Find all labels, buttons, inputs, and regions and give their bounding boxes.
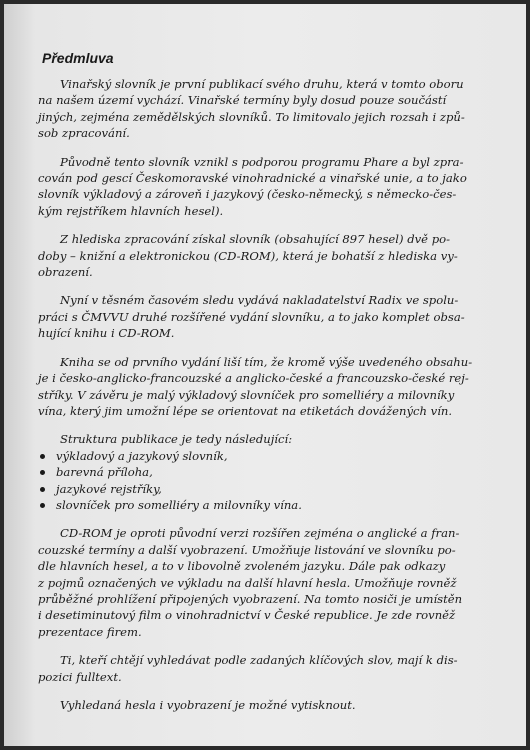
text-line: Ti, kteří chtějí vyhledávat podle zadaných klíčových slov, mají k dis- bbox=[60, 653, 458, 668]
list-intro bbox=[38, 431, 496, 447]
text-line: stříky. V závěru je malý výkladový slovníček pro somelliéry a milovníky bbox=[38, 387, 455, 402]
text-line: prezentace firem. bbox=[38, 624, 142, 639]
book-page bbox=[4, 4, 526, 746]
text-line: slovník výkladový a zároveň i jazykový (česko-německý, s německo-čes- bbox=[38, 187, 457, 202]
text-line: obrazení. bbox=[38, 265, 93, 280]
paragraph-7 bbox=[38, 652, 496, 685]
page-title: Předmluva bbox=[42, 50, 114, 66]
text-line: doby – knižní a elektronickou (CD-ROM), která je bohatší z hlediska vy- bbox=[38, 248, 458, 263]
text-line: CD-ROM je oproti původní verzi rozšířen zejména o anglické a fran- bbox=[60, 526, 460, 541]
text-line: Nyní v těsném časovém sledu vydává nakladatelství Radix ve spolu- bbox=[60, 293, 459, 308]
paragraph-6 bbox=[38, 525, 496, 640]
text-line: z pojmů označených ve výkladu na další hlavní hesla. Umožňuje rovněž bbox=[38, 575, 457, 590]
text-line: je i česko-anglicko-francouzské a anglicko-české a francouzsko-české rej- bbox=[38, 371, 469, 386]
text-line: hující knihu i CD-ROM. bbox=[38, 326, 175, 341]
text-line: na našem území vychází. Vinařské termíny byly dosud pouze součástí bbox=[38, 93, 447, 108]
list-item: výkladový a jazykový slovník, bbox=[38, 448, 496, 464]
list-item: barevná příloha, bbox=[38, 464, 496, 480]
paragraph-1 bbox=[38, 76, 496, 142]
text-line: práci s ČMVVU druhé rozšířené vydání slovníku, a to jako komplet obsa- bbox=[38, 309, 465, 324]
text-line: Z hlediska zpracování získal slovník (obsahující 897 hesel) dvě po- bbox=[60, 232, 451, 247]
text-line: couzské termíny a další vyobrazení. Umožňuje listování ve slovníku po- bbox=[38, 542, 456, 557]
paragraph-5 bbox=[38, 354, 496, 420]
text-line: vína, který jim umožní lépe se orientovat na etiketách dovážených vín. bbox=[38, 403, 453, 418]
list-item: slovníček pro somelliéry a milovníky vína. bbox=[38, 497, 496, 513]
text-line: jiných, zejména zemědělských slovníků. To limitovalo jejich rozsah i způ- bbox=[38, 109, 465, 124]
list-item: jazykové rejstříky, bbox=[38, 481, 496, 497]
text-line: cován pod gescí Českomoravské vinohradnické a vinařské unie, a to jako bbox=[38, 171, 467, 186]
paragraph-3 bbox=[38, 231, 496, 280]
paragraph-2 bbox=[38, 154, 496, 220]
text-line: dle hlavních hesel, a to v libovolně zvoleném jazyku. Dále pak odkazy bbox=[38, 559, 446, 574]
paragraph-4 bbox=[38, 292, 496, 341]
text-line: Vyhledaná hesla i vyobrazení je možné vytisknout. bbox=[60, 698, 356, 712]
text-line: Kniha se od prvního vydání liší tím, že kromě výše uvedeného obsahu- bbox=[60, 354, 473, 369]
text-line: průběžné prohlížení připojených vyobrazení. Na tomto nosiči je umístěn bbox=[38, 591, 463, 606]
paragraph-8 bbox=[38, 697, 496, 713]
structure-list bbox=[38, 448, 496, 514]
text-line: i desetiminutový film o vinohradnictví v České republice. Je zde rovněž bbox=[38, 608, 456, 623]
text-line: Vinařský slovník je první publikací svého druhu, která v tomto oboru bbox=[60, 77, 464, 91]
text-line: Původně tento slovník vznikl s podporou programu Phare a byl zpra- bbox=[60, 154, 464, 169]
text-line: Struktura publikace je tedy následující: bbox=[60, 432, 293, 447]
text-line: kým rejstříkem hlavních hesel). bbox=[38, 203, 224, 218]
text-line: sob zpracování. bbox=[38, 126, 130, 141]
text-line: pozici fulltext. bbox=[38, 669, 122, 684]
